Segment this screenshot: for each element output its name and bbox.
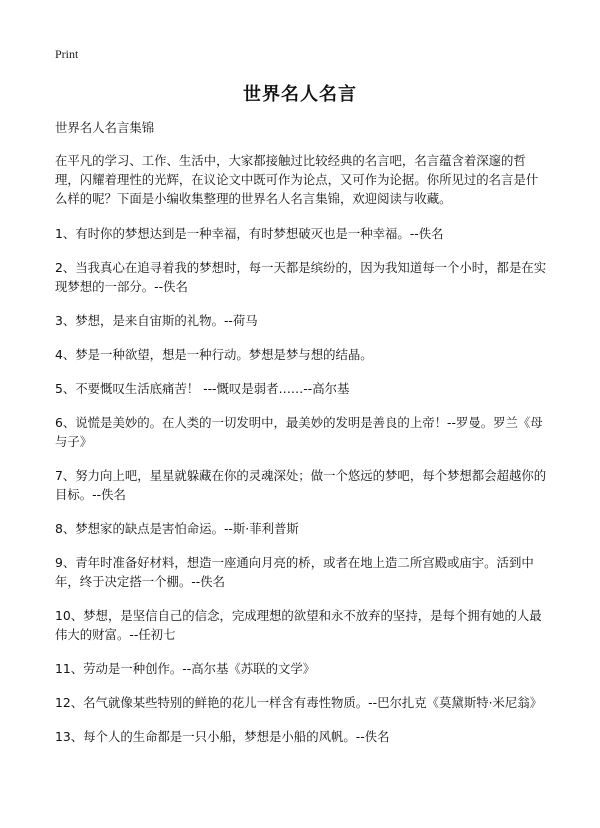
quote-item: 3、梦想，是来自宙斯的礼物。--荷马	[55, 313, 258, 328]
quote-item: 7、努力向上吧，星星就躲藏在你的灵魂深处；做一个悠远的梦吧，每个梦想都会超越你的目标。--佚名	[55, 468, 547, 502]
article-subtitle: 世界名人名言集锦	[55, 120, 155, 135]
quote-item: 9、青年时准备好材料，想造一座通向月亮的桥，或者在地上造二所宫殿或庙宇。活到中年，终于决定搭一个棚。--佚名	[55, 555, 534, 589]
quote-item: 4、梦是一种欲望，想是一种行动。梦想是梦与想的结晶。	[55, 347, 373, 362]
intro-paragraph: 在平凡的学习、工作、生活中，大家都接触过比较经典的名言吧，名言蕴含着深邃的哲理，闪耀着理性的光辉，在议论文中既可作为论点，又可作为论据。你所见过的名言是什么样的呢？下面是小编收集整理的世界名人名言集锦，欢迎阅读与收藏。	[55, 153, 539, 206]
quote-item: 13、每个人的生命都是一只小船，梦想是小船的风帆。--佚名	[55, 729, 390, 744]
quote-item: 2、当我真心在追寻着我的梦想时，每一天都是缤纷的，因为我知道每一个小时，都是在实现梦想的一部分。--佚名	[55, 260, 547, 294]
page-title: 世界名人名言	[243, 84, 357, 105]
quote-item: 1、有时你的梦想达到是一种幸福，有时梦想破灭也是一种幸福。--佚名	[55, 226, 444, 241]
quote-item: 8、梦想家的缺点是害怕命运。--斯·菲利普斯	[55, 521, 299, 536]
article-body	[55, 118, 550, 761]
print-link[interactable]: Print	[55, 47, 79, 61]
quote-item: 12、名气就像某些特别的鲜艳的花儿一样含有毒性物质。--巴尔扎克《莫黛斯特·米尼翁》	[55, 695, 543, 710]
quote-item: 10、梦想，是坚信自己的信念，完成理想的欲望和永不放弃的坚持，是每个拥有她的人最伟大的财富。--任初七	[55, 608, 542, 642]
quote-item: 11、劳动是一种创作。--高尔基《苏联的文学》	[55, 661, 316, 676]
quote-item: 5、不要慨叹生活底痛苦！ ---慨叹是弱者……--高尔基	[55, 381, 350, 396]
quote-item: 6、说慌是美妙的。在人类的一切发明中，最美妙的发明是善良的上帝！--罗曼。罗兰《母与子》	[55, 415, 543, 449]
